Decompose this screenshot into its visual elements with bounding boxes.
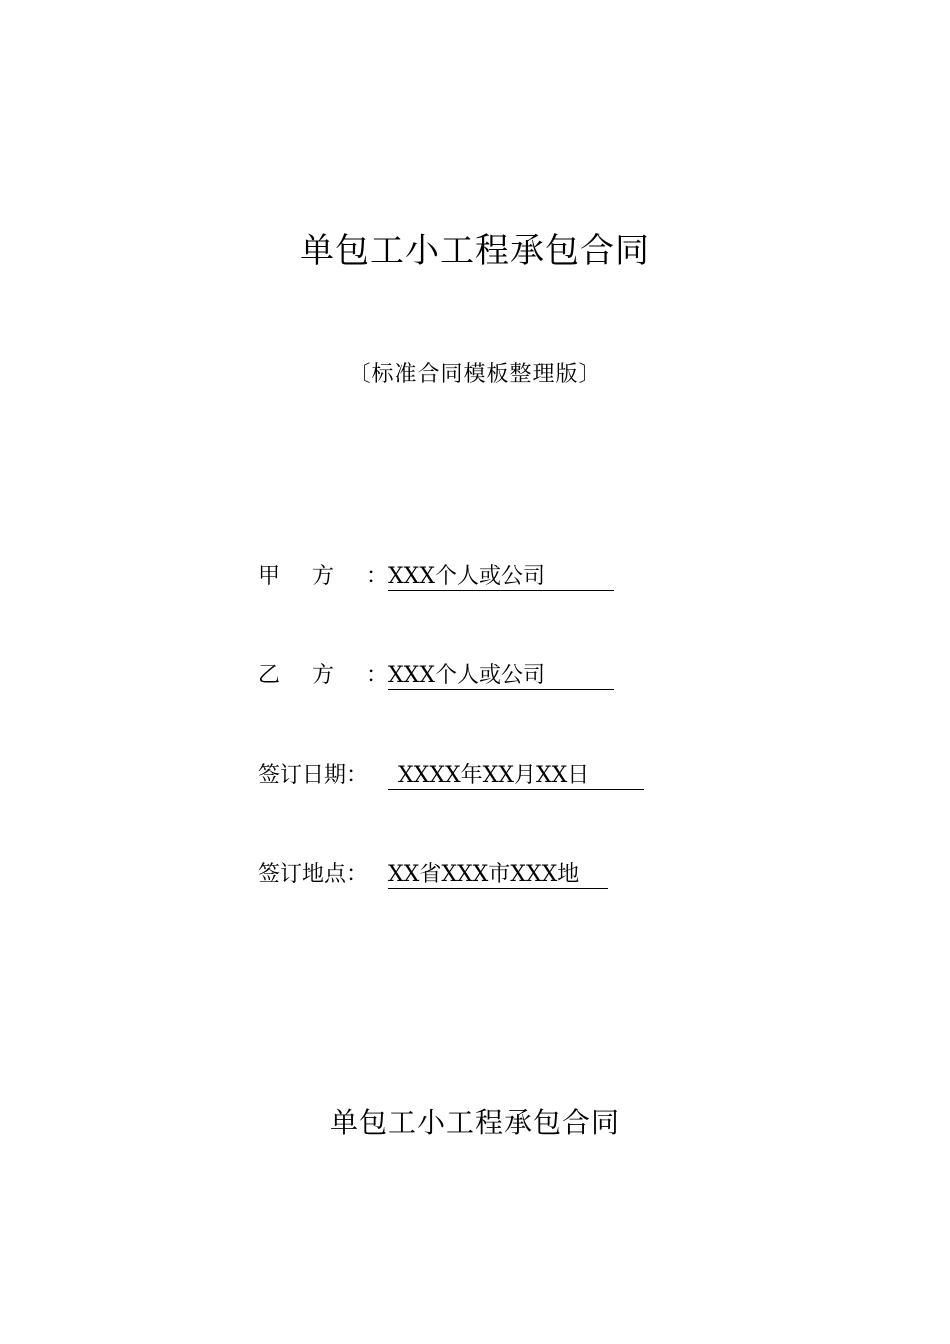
sign-place-value: XX省XXX市XXX地 (388, 862, 608, 889)
party-a-value: XXX个人或公司 (388, 564, 614, 591)
party-b-label: 乙方： (258, 663, 388, 688)
document-title: 单包工小工程承包合同 (300, 231, 650, 271)
party-a-label: 甲方： (258, 564, 388, 589)
sign-date-value: XXXX年XX月XX日 (388, 763, 644, 790)
party-b-value: XXX个人或公司 (388, 663, 614, 690)
party-a-field (258, 560, 614, 594)
section-title: 单包工小工程承包合同 (329, 1106, 620, 1139)
document-subtitle: 〔标准合同模板整理版〕 (348, 362, 602, 387)
party-b-field (258, 659, 614, 693)
sign-place-field (258, 858, 608, 892)
sign-place-label: 签订地点： (258, 862, 369, 887)
sign-date-field (258, 759, 644, 793)
sign-date-label: 签订日期： (258, 763, 369, 788)
